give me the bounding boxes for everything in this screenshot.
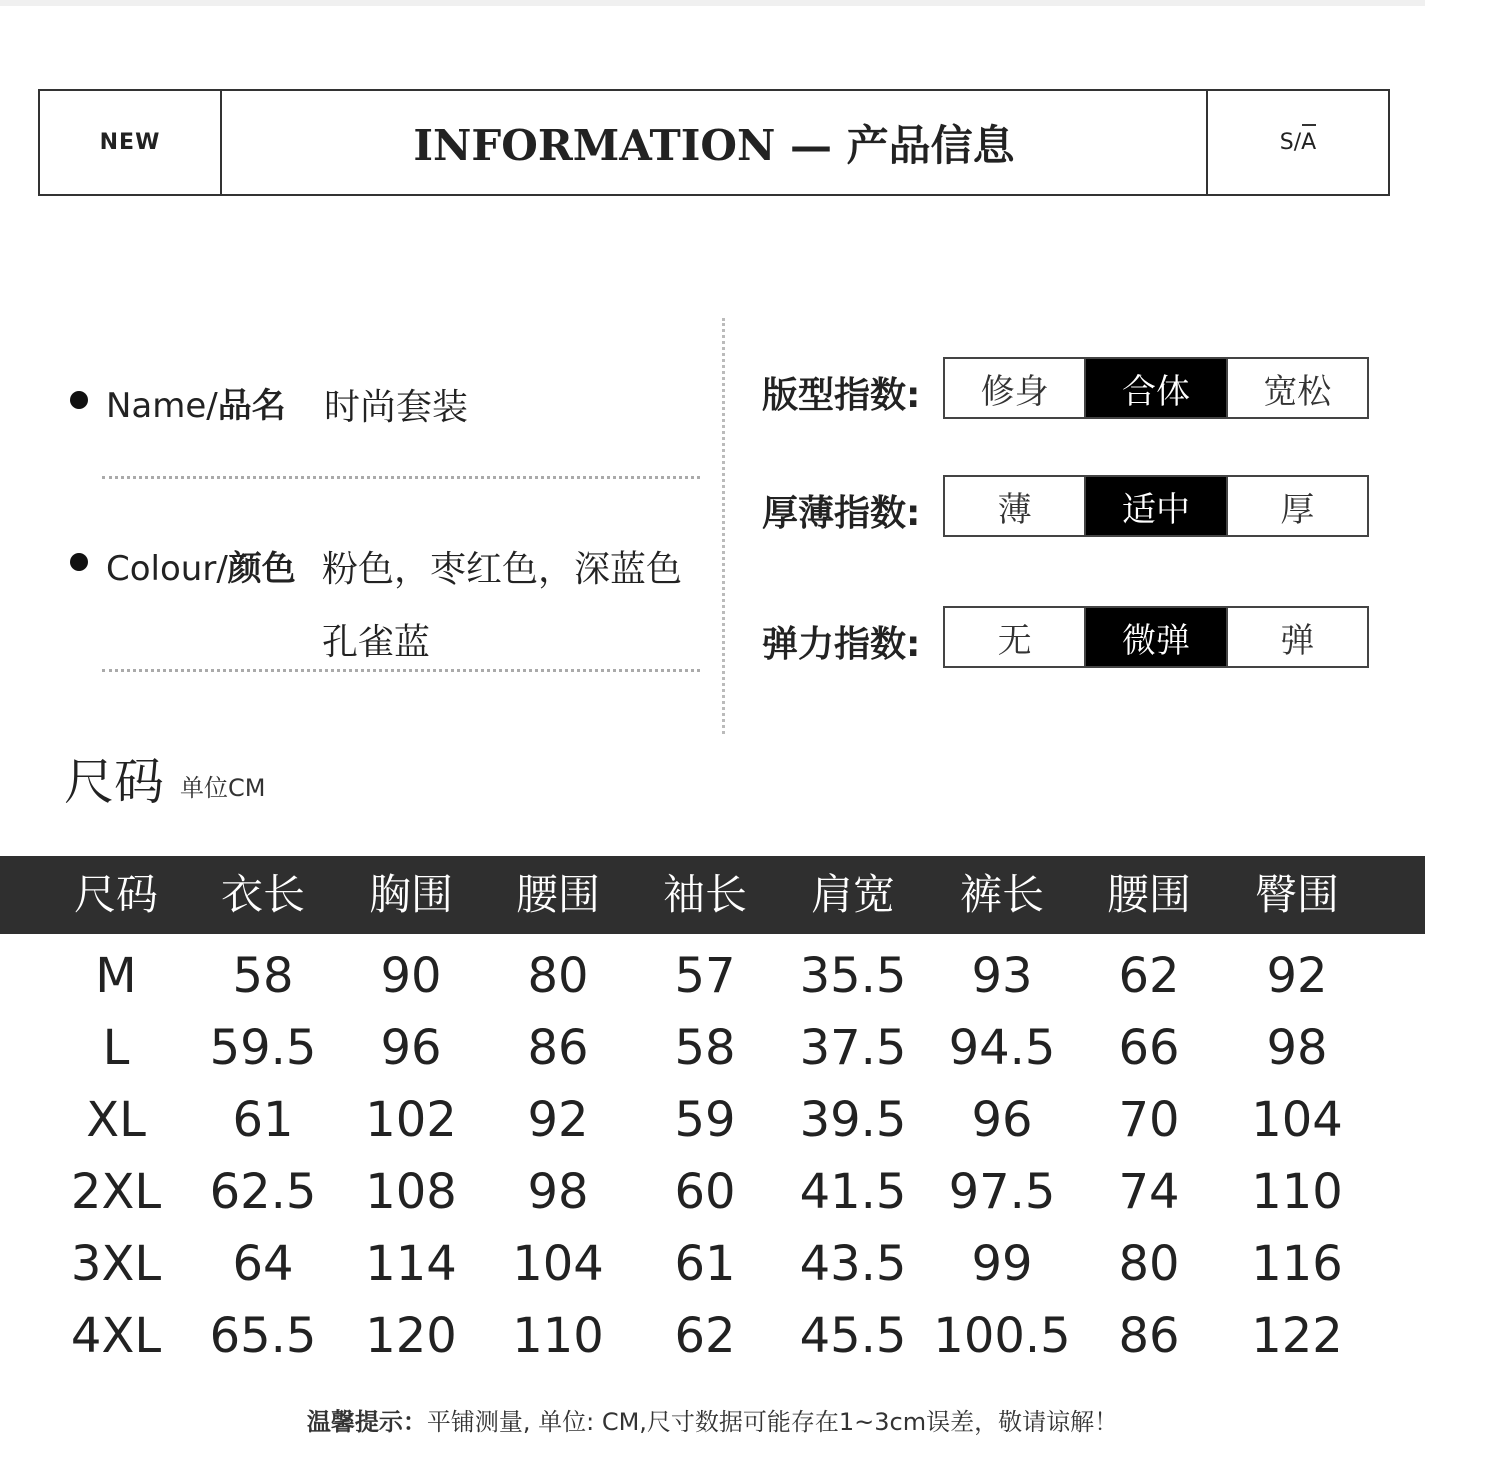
thickness-option-thick: 厚 (1226, 477, 1367, 535)
table-cell: 43.5 (799, 1236, 907, 1292)
table-cell: 116 (1251, 1236, 1343, 1292)
size-section-title: 尺码 (64, 753, 164, 811)
table-cell: 39.5 (799, 1092, 907, 1148)
name-label (106, 378, 286, 427)
stretch-option-stretch: 弹 (1226, 608, 1367, 666)
table-header-cell: 袖长 (662, 870, 747, 919)
colour-value-line1: 粉色，枣红色，深蓝色 (322, 549, 683, 590)
name-label-en: Name/ (106, 386, 218, 426)
table-cell: 114 (365, 1236, 457, 1292)
thickness-index-label: 厚薄指数: (762, 493, 921, 534)
fit-option-loose: 宽松 (1226, 359, 1367, 417)
table-header-cell: 尺码 (73, 870, 158, 919)
thickness-option-thin: 薄 (997, 489, 1032, 530)
info-title: INFORMATION — 产品信息 (413, 120, 1015, 170)
table-cell: 99 (971, 1236, 1033, 1292)
stretch-option-none: 无 (997, 620, 1032, 661)
table-cell: 41.5 (799, 1164, 907, 1220)
table-cell: 58 (674, 1020, 736, 1076)
table-cell: 65.5 (209, 1308, 317, 1364)
table-cell: 62 (1118, 948, 1180, 1004)
footer-note-label: 温馨提示： (306, 1408, 427, 1436)
table-header-cell: 腰围 (1106, 870, 1191, 919)
table-size-cell: 2XL (70, 1164, 162, 1220)
fit-index-scale (943, 357, 1369, 419)
stretch-index-label: 弹力指数: (762, 624, 921, 665)
name-value: 时尚套装 (324, 387, 469, 428)
table-cell: 98 (1266, 1020, 1328, 1076)
table-cell: 94.5 (948, 1020, 1056, 1076)
table-cell: 102 (365, 1092, 457, 1148)
colour-label-cn: 颜色 (227, 549, 296, 589)
table-size-cell: L (102, 1020, 130, 1076)
table-size-cell: XL (86, 1092, 146, 1148)
table-size-cell: M (95, 948, 137, 1004)
table-cell: 59 (674, 1092, 736, 1148)
divider-dotted (102, 476, 700, 479)
colour-label (106, 541, 296, 590)
table-cell: 110 (512, 1308, 604, 1364)
table-cell: 35.5 (799, 948, 907, 1004)
table-header-cell: 肩宽 (810, 870, 895, 919)
size-unit-label: 单位CM (180, 774, 266, 802)
colour-bullet-icon (70, 553, 88, 571)
table-cell: 86 (1118, 1308, 1180, 1364)
table-header-cell: 裤长 (959, 870, 1044, 919)
table-header-cell: 衣长 (220, 870, 305, 919)
table-cell: 80 (527, 948, 589, 1004)
thickness-option-medium: 适中 (1084, 477, 1225, 535)
size-table-header (0, 856, 1425, 934)
info-header-box (38, 89, 1390, 196)
table-header-cell: 胸围 (368, 870, 453, 919)
table-cell: 104 (512, 1236, 604, 1292)
table-cell: 37.5 (799, 1020, 907, 1076)
divider-dotted (102, 669, 700, 672)
table-cell: 80 (1118, 1236, 1180, 1292)
vertical-divider-dotted (722, 318, 725, 734)
table-cell: 59.5 (209, 1020, 317, 1076)
fit-option-slim: 修身 (980, 371, 1049, 412)
table-cell: 61 (232, 1092, 294, 1148)
table-cell: 60 (674, 1164, 736, 1220)
table-cell: 62.5 (209, 1164, 317, 1220)
thickness-index-scale (943, 475, 1369, 537)
table-cell: 74 (1118, 1164, 1180, 1220)
table-cell: 62 (674, 1308, 736, 1364)
top-strip (0, 0, 1425, 6)
name-label-cn: 品名 (217, 386, 286, 426)
table-cell: 66 (1118, 1020, 1180, 1076)
table-cell: 96 (380, 1020, 442, 1076)
table-cell: 70 (1118, 1092, 1180, 1148)
table-cell: 108 (365, 1164, 457, 1220)
table-header-cell: 腰围 (515, 870, 600, 919)
table-cell: 58 (232, 948, 294, 1004)
table-header-cell: 臀围 (1254, 870, 1339, 919)
table-size-cell: 4XL (70, 1308, 162, 1364)
table-cell: 45.5 (799, 1308, 907, 1364)
sa-label (1206, 91, 1388, 194)
colour-label-en: Colour/ (106, 549, 228, 589)
table-cell: 97.5 (948, 1164, 1056, 1220)
table-cell: 120 (365, 1308, 457, 1364)
table-cell: 64 (232, 1236, 294, 1292)
table-cell: 57 (674, 948, 736, 1004)
stretch-option-slight: 微弹 (1084, 608, 1225, 666)
table-cell: 86 (527, 1020, 589, 1076)
name-bullet-icon (70, 391, 88, 409)
table-cell: 104 (1251, 1092, 1343, 1148)
table-cell: 90 (380, 948, 442, 1004)
table-cell: 92 (1266, 948, 1328, 1004)
fit-index-label: 版型指数: (762, 375, 921, 416)
new-label: NEW (40, 91, 222, 194)
table-cell: 122 (1251, 1308, 1343, 1364)
table-size-cell: 3XL (70, 1236, 162, 1292)
footer-note-text: 平铺测量, 单位: CM,尺寸数据可能存在1~3cm误差，敬请谅解！ (426, 1408, 1119, 1436)
table-cell: 100.5 (933, 1308, 1071, 1364)
table-cell: 93 (971, 948, 1033, 1004)
table-cell: 110 (1251, 1164, 1343, 1220)
table-cell: 96 (971, 1092, 1033, 1148)
fit-option-regular: 合体 (1084, 359, 1225, 417)
table-cell: 92 (527, 1092, 589, 1148)
table-cell: 98 (527, 1164, 589, 1220)
table-cell: 61 (674, 1236, 736, 1292)
sa-text: S/A (1279, 130, 1317, 155)
stretch-index-scale (943, 606, 1369, 668)
footer-note (0, 1402, 1425, 1437)
colour-value-line2: 孔雀蓝 (322, 622, 431, 663)
